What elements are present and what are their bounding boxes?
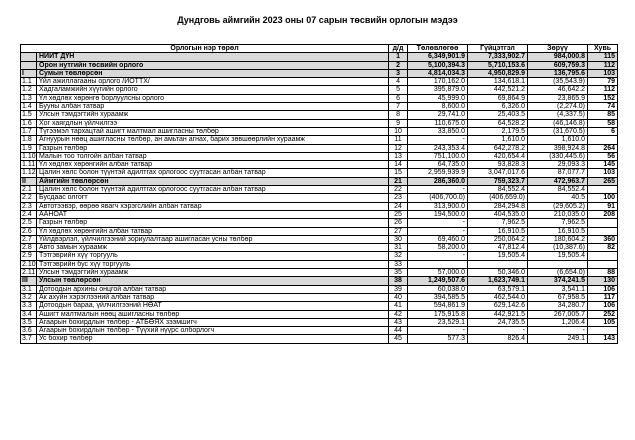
- row-name: Автотээвэр, өөрөө явагч хэрэгслийн албан татвар: [37, 202, 389, 210]
- table-row: [21, 161, 618, 169]
- row-code: 3.7: [21, 335, 37, 343]
- row-actual: 7,962.5: [468, 219, 528, 227]
- row-pct: [588, 186, 618, 194]
- header-pct: Хувь: [588, 45, 618, 53]
- row-actual: 19,505.4: [468, 252, 528, 260]
- report-title: Дундговь аймгийн 2023 оны 07 сарын төсвийн орлогын мэдээ: [177, 15, 458, 25]
- row-dd: 35: [389, 269, 408, 277]
- row-code: II: [21, 177, 37, 185]
- row-code: 3.6: [21, 327, 37, 335]
- row-actual: -: [468, 327, 528, 335]
- row-dd: 5: [389, 86, 408, 94]
- table-row: [21, 152, 618, 160]
- row-pct: 103: [588, 69, 618, 77]
- row-plan: 45,999.0: [408, 94, 468, 102]
- row-pct: [588, 227, 618, 235]
- row-pct: 117: [588, 293, 618, 301]
- row-diff: 84,552.4: [528, 186, 588, 194]
- row-actual: 420,654.4: [468, 152, 528, 160]
- row-name: Дотоодын бараа, үйлчилгээний НӨАТ: [37, 302, 389, 310]
- row-plan: 577.3: [408, 335, 468, 343]
- row-pct: 6: [588, 127, 618, 135]
- row-pct: 100: [588, 194, 618, 202]
- row-plan: -: [408, 136, 468, 144]
- row-name: Үл хөдлөх хөрөнгийн албан татвар: [37, 161, 389, 169]
- row-diff: 472,963.7: [528, 177, 588, 185]
- table-row: [21, 235, 618, 243]
- row-name: Тэтгэврийн хүү торгууль: [37, 252, 389, 260]
- table-row: [21, 285, 618, 293]
- row-actual: 462,544.0: [468, 293, 528, 301]
- row-pct: [588, 327, 618, 335]
- header-name: Орлогын нэр төрөл: [21, 45, 389, 53]
- row-diff: (46,146.8): [528, 119, 588, 127]
- row-pct: [588, 136, 618, 144]
- row-pct: 106: [588, 302, 618, 310]
- row-actual: 69,864.9: [468, 94, 528, 102]
- row-actual: 4,950,829.9: [468, 69, 528, 77]
- table-row: [21, 169, 618, 177]
- row-actual: 24,735.5: [468, 318, 528, 326]
- row-actual: 16,910.5: [468, 227, 528, 235]
- row-code: 2.1: [21, 186, 37, 194]
- row-plan: 1,249,507.6: [408, 277, 468, 285]
- row-name: Бусдаас олгогт: [37, 194, 389, 202]
- header-diff: Зөрүү: [528, 45, 588, 53]
- table-row: [21, 186, 618, 194]
- row-name: Газрын төлбөр: [37, 219, 389, 227]
- row-name: Үл хөдлөх хөрөнгө борлуулсны орлого: [37, 94, 389, 102]
- row-dd: 21: [389, 177, 408, 185]
- row-actual: 5,710,153.6: [468, 61, 528, 69]
- row-dd: 4: [389, 78, 408, 86]
- row-diff: 374,241.5: [528, 277, 588, 285]
- row-diff: -: [528, 327, 588, 335]
- row-pct: 130: [588, 277, 618, 285]
- table-row: [21, 78, 618, 86]
- row-code: 3.2: [21, 293, 37, 301]
- row-name: Ус бохир төлбөр: [37, 335, 389, 343]
- row-dd: 26: [389, 219, 408, 227]
- table-row: [21, 227, 618, 235]
- header-dd: д/д: [389, 45, 408, 53]
- row-actual: 442,921.5: [468, 310, 528, 318]
- row-diff: (10,387.6): [528, 244, 588, 252]
- row-diff: 19,505.4: [528, 252, 588, 260]
- row-code: 1.1: [21, 78, 37, 86]
- row-diff: 249.1: [528, 335, 588, 343]
- table-row: [21, 177, 618, 185]
- row-name: Агаарын бохирдлын төлбөр - Түүхий нүүрс олборлогч: [37, 327, 389, 335]
- row-dd: 23: [389, 194, 408, 202]
- table-row: [21, 219, 618, 227]
- row-dd: 12: [389, 144, 408, 152]
- table-row: [21, 244, 618, 252]
- row-pct: 82: [588, 244, 618, 252]
- row-diff: 1,206.4: [528, 318, 588, 326]
- row-plan: 395,879.0: [408, 86, 468, 94]
- row-name: Улсын тэмдэгтийн хураамж: [37, 111, 389, 119]
- row-diff: (35,543.9): [528, 78, 588, 86]
- row-plan: 751,100.0: [408, 152, 468, 160]
- row-plan: -: [408, 327, 468, 335]
- row-plan: (406,700.0): [408, 194, 468, 202]
- row-pct: [588, 252, 618, 260]
- table-header-row: [21, 45, 618, 53]
- row-dd: 27: [389, 227, 408, 235]
- row-pct: 252: [588, 310, 618, 318]
- row-code: 1.7: [21, 127, 37, 135]
- row-pct: 85: [588, 111, 618, 119]
- row-pct: 152: [588, 94, 618, 102]
- row-name: Түгээмэл тархацтай ашигт малтмал ашигласны төлбөр: [37, 127, 389, 135]
- row-pct: 74: [588, 103, 618, 111]
- row-diff: (6,654.0): [528, 269, 588, 277]
- table-row: [21, 335, 618, 343]
- row-code: 1.2: [21, 86, 37, 94]
- table-row: [21, 103, 618, 111]
- table-row: [21, 69, 618, 77]
- row-dd: 9: [389, 119, 408, 127]
- row-pct: 106: [588, 285, 618, 293]
- row-actual: 25,403.5: [468, 111, 528, 119]
- row-dd: 14: [389, 161, 408, 169]
- row-plan: 57,000.0: [408, 269, 468, 277]
- row-actual: 442,521.2: [468, 86, 528, 94]
- row-dd: 38: [389, 277, 408, 285]
- row-name: Орон нутгийн төсвийн орлого: [37, 61, 389, 69]
- row-diff: 136,795.6: [528, 69, 588, 77]
- row-actual: 642,278.2: [468, 144, 528, 152]
- row-name: Агаарын бохирдлын төлбөр - АТБӨЯХ зээмшигч: [37, 318, 389, 326]
- table-row: [21, 111, 618, 119]
- row-diff: 210,035.0: [528, 210, 588, 218]
- row-plan: 23,529.1: [408, 318, 468, 326]
- row-dd: 33: [389, 260, 408, 268]
- row-plan: 194,500.0: [408, 210, 468, 218]
- row-code: 3.1: [21, 285, 37, 293]
- row-actual: 826.4: [468, 335, 528, 343]
- row-actual: [468, 260, 528, 268]
- row-diff: 40.5: [528, 194, 588, 202]
- row-actual: 3,047,017.6: [468, 169, 528, 177]
- row-code: 3.3: [21, 302, 37, 310]
- row-code: 1.11: [22, 161, 36, 169]
- row-code: 1.3: [21, 94, 37, 102]
- row-diff: 16,910.5: [528, 227, 588, 235]
- row-diff: 984,000.8: [528, 53, 588, 61]
- row-plan: [408, 260, 468, 268]
- row-name: Тэтгэврийн бус хүү торгууль: [37, 260, 389, 268]
- row-code: 1.6: [21, 119, 37, 127]
- row-plan: 2,959,939.9: [408, 169, 468, 177]
- row-diff: (4,337.5): [528, 111, 588, 119]
- row-dd: 3: [389, 69, 408, 77]
- row-diff: 34,280.7: [528, 302, 588, 310]
- row-diff: 267,005.7: [528, 310, 588, 318]
- row-actual: (406,659.0): [468, 194, 528, 202]
- row-plan: -: [408, 186, 468, 194]
- row-plan: 243,353.4: [408, 144, 468, 152]
- row-code: 2.5: [21, 219, 37, 227]
- row-name: Цалин хөлс болон түүнтэй адилтгах орлогоос суутгасан албан татвар: [37, 169, 389, 177]
- row-dd: 45: [389, 335, 408, 343]
- row-name: Малын тоо толгойн албан татвар: [37, 152, 389, 160]
- row-code: 2.4: [21, 210, 37, 218]
- row-plan: 175,915.8: [408, 310, 468, 318]
- row-name: Хадгаламжийн хүүгийн орлого: [37, 86, 389, 94]
- row-plan: 33,850.0: [408, 127, 468, 135]
- table-row: [21, 94, 618, 102]
- row-diff: 3,541.1: [528, 285, 588, 293]
- row-plan: 60,038.0: [408, 285, 468, 293]
- row-code: 2.11: [22, 269, 36, 277]
- row-name: Үйл ажиллагааны орлого /ИОТТХ/: [37, 78, 389, 86]
- row-actual: 7,333,902.7: [468, 53, 528, 61]
- row-name: Улсын тэмдэгтийн хураамж: [37, 269, 389, 277]
- row-code: 2.6: [21, 227, 37, 235]
- row-pct: [588, 219, 618, 227]
- table-row: [21, 194, 618, 202]
- row-actual: 134,618.1: [468, 78, 528, 86]
- table-row: [21, 252, 618, 260]
- row-plan: 394,585.5: [408, 293, 468, 301]
- row-actual: 629,142.6: [468, 302, 528, 310]
- row-pct: 88: [588, 269, 618, 277]
- row-name: Ак ахуйн хэрэглээний албан татвар: [37, 293, 389, 301]
- row-plan: 58,200.0: [408, 244, 468, 252]
- row-code: 1.9: [21, 144, 37, 152]
- table-row: [21, 61, 618, 69]
- row-code: [21, 53, 37, 61]
- row-diff: 398,924.8: [528, 144, 588, 152]
- row-name: Сумын төвлөрсөн: [37, 69, 389, 77]
- row-name: Ашигт малтмалын нөөц ашигласны төлбөр: [37, 310, 389, 318]
- row-plan: 110,675.0: [408, 119, 468, 127]
- table-row: [21, 127, 618, 135]
- row-dd: 13: [389, 152, 408, 160]
- row-diff: (31,670.5): [528, 127, 588, 135]
- row-plan: 64,735.0: [408, 161, 468, 169]
- row-name: Аймгийн төвлөрсөн: [37, 177, 389, 185]
- table-row: [21, 293, 618, 301]
- row-actual: 2,179.5: [468, 127, 528, 135]
- row-name: Дотоодын архины онцгой албан татвар: [37, 285, 389, 293]
- row-dd: 25: [389, 210, 408, 218]
- row-name: Үйлдвэрлэл, үйлчилгээний зориулалтаар ашигласан усны төлбөр: [37, 235, 389, 243]
- row-actual: 1,610.0: [468, 136, 528, 144]
- row-dd: 22: [389, 186, 408, 194]
- row-pct: 58: [588, 119, 618, 127]
- row-plan: -: [408, 219, 468, 227]
- row-name: Хог хаягдлын үйлчилгээ: [37, 119, 389, 127]
- row-dd: 44: [389, 327, 408, 335]
- row-code: 1.5: [21, 111, 37, 119]
- table-row: [21, 144, 618, 152]
- row-diff: 29,093.3: [528, 161, 588, 169]
- row-actual: 284,294.8: [468, 202, 528, 210]
- row-name: Бууны албан татвар: [37, 103, 389, 111]
- row-pct: 112: [588, 86, 618, 94]
- row-pct: 91: [588, 202, 618, 210]
- row-pct: 79: [588, 78, 618, 86]
- row-plan: 286,360.0: [408, 177, 468, 185]
- row-code: 1.4: [21, 103, 37, 111]
- table-row: [21, 310, 618, 318]
- row-diff: 23,865.9: [528, 94, 588, 102]
- row-diff: 7,962.5: [528, 219, 588, 227]
- row-diff: 180,604.2: [528, 235, 588, 243]
- row-code: 2.10: [22, 260, 36, 268]
- row-plan: 6,349,901.9: [408, 53, 468, 61]
- row-actual: 84,552.4: [468, 186, 528, 194]
- row-plan: 4,814,034.3: [408, 69, 468, 77]
- row-name: Авто замын хураамж: [37, 244, 389, 252]
- row-dd: 32: [389, 252, 408, 260]
- row-diff: 46,642.2: [528, 86, 588, 94]
- row-pct: 208: [588, 210, 618, 218]
- row-plan: -: [408, 252, 468, 260]
- row-name: Улсын төвлөрсөн: [37, 277, 389, 285]
- table-row: [21, 119, 618, 127]
- row-dd: 43: [389, 318, 408, 326]
- row-dd: 40: [389, 293, 408, 301]
- header-plan: Төлөвлөгөө: [408, 45, 468, 53]
- row-pct: [588, 260, 618, 268]
- row-name: Агнуурын нөөц ашигласны төлбөр, ан амьтан агнах, барих зөвшөөрлийн хураамж: [37, 136, 389, 144]
- table-row: [21, 53, 618, 61]
- table-row: [21, 302, 618, 310]
- row-dd: 15: [389, 169, 408, 177]
- table-row: [21, 202, 618, 210]
- row-diff: (29,605.2): [528, 202, 588, 210]
- row-code: 3.4: [21, 310, 37, 318]
- table-row: [21, 260, 618, 268]
- row-code: 2.8: [21, 244, 37, 252]
- row-plan: 170,162.0: [408, 78, 468, 86]
- row-code: 2.2: [21, 194, 37, 202]
- revenue-table: [20, 44, 618, 344]
- row-pct: 103: [588, 169, 618, 177]
- table-row: [21, 269, 618, 277]
- row-plan: 29,741.0: [408, 111, 468, 119]
- row-pct: 145: [588, 161, 618, 169]
- row-dd: 42: [389, 310, 408, 318]
- table-row: [21, 277, 618, 285]
- row-dd: 30: [389, 235, 408, 243]
- row-pct: 360: [588, 235, 618, 243]
- row-dd: 6: [389, 94, 408, 102]
- row-code: [21, 61, 37, 69]
- row-dd: 7: [389, 103, 408, 111]
- row-dd: 8: [389, 111, 408, 119]
- row-pct: 56: [588, 152, 618, 160]
- row-dd: 24: [389, 202, 408, 210]
- row-diff: [528, 260, 588, 268]
- row-actual: 50,346.0: [468, 269, 528, 277]
- row-diff: (2,274.0): [528, 103, 588, 111]
- row-diff: 67,958.5: [528, 293, 588, 301]
- row-code: 2.7: [21, 235, 37, 243]
- row-actual: 759,323.7: [468, 177, 528, 185]
- row-actual: 63,579.1: [468, 285, 528, 293]
- row-code: III: [21, 277, 37, 285]
- row-plan: 8,600.0: [408, 103, 468, 111]
- row-dd: 31: [389, 244, 408, 252]
- row-code: 2.3: [21, 202, 37, 210]
- row-actual: 47,812.4: [468, 244, 528, 252]
- row-pct: 115: [588, 53, 618, 61]
- row-pct: 264: [588, 144, 618, 152]
- row-pct: 265: [588, 177, 618, 185]
- row-plan: 5,100,394.3: [408, 61, 468, 69]
- row-pct: 105: [588, 318, 618, 326]
- table-row: [21, 136, 618, 144]
- row-plan: 313,900.0: [408, 202, 468, 210]
- row-actual: 93,828.3: [468, 161, 528, 169]
- row-actual: 6,326.0: [468, 103, 528, 111]
- row-diff: 609,759.3: [528, 61, 588, 69]
- row-code: 1.12: [22, 169, 36, 177]
- row-actual: 1,623,749.1: [468, 277, 528, 285]
- row-plan: 594,861.9: [408, 302, 468, 310]
- row-dd: 41: [389, 302, 408, 310]
- row-dd: 11: [389, 136, 408, 144]
- row-plan: -: [408, 227, 468, 235]
- row-name: НИЙТ ДҮН: [37, 53, 389, 61]
- row-plan: 69,460.0: [408, 235, 468, 243]
- row-code: I: [21, 69, 37, 77]
- row-name: ААНОАТ: [37, 210, 389, 218]
- table-row: [21, 86, 618, 94]
- row-dd: 39: [389, 285, 408, 293]
- header-actual: Гүйцэтгэл: [468, 45, 528, 53]
- row-code: 1.8: [21, 136, 37, 144]
- row-dd: 2: [389, 61, 408, 69]
- table-row: [21, 327, 618, 335]
- row-code: 3.5: [21, 318, 37, 326]
- row-code: 1.10: [22, 152, 36, 160]
- row-pct: 112: [588, 61, 618, 69]
- row-dd: 10: [389, 127, 408, 135]
- row-name: Газрын төлбөр: [37, 144, 389, 152]
- row-pct: 143: [588, 335, 618, 343]
- row-code: 2.9: [21, 252, 37, 260]
- table-row: [21, 210, 618, 218]
- row-dd: 1: [389, 53, 408, 61]
- row-actual: 404,535.0: [468, 210, 528, 218]
- row-name: Үл хөдлөх хөрөнгийн албан татвар: [37, 227, 389, 235]
- row-actual: 250,064.2: [468, 235, 528, 243]
- row-name: Цалин хөлс болон түүнтэй адилтгах орлогоос суутгасан албан татвар: [37, 186, 389, 194]
- row-diff: (330,445.6): [528, 152, 588, 160]
- row-diff: 87,077.7: [528, 169, 588, 177]
- row-actual: 64,528.2: [468, 119, 528, 127]
- table-row: [21, 318, 618, 326]
- row-diff: 1,610.0: [528, 136, 588, 144]
